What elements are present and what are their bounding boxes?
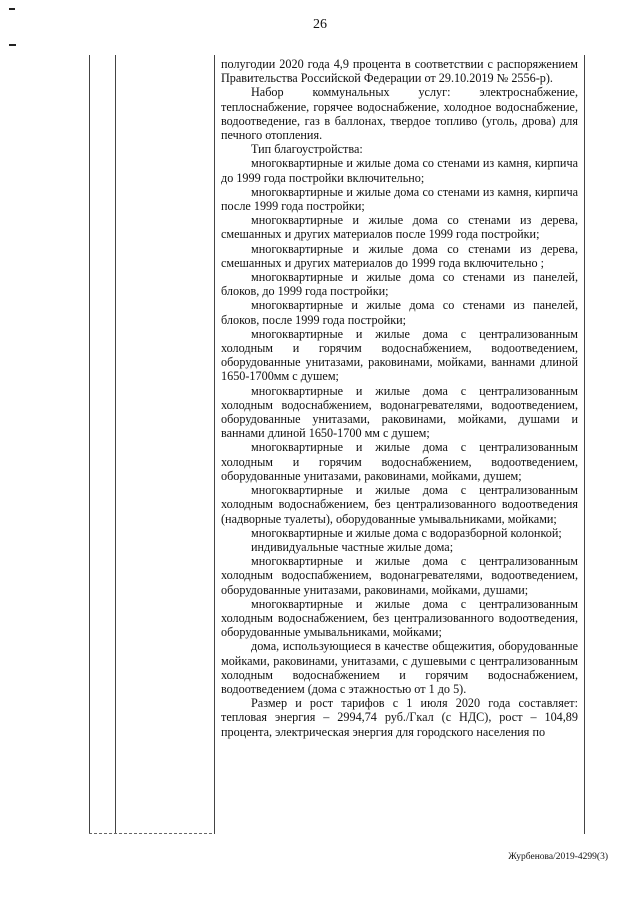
list-item: многоквартирные и жилые дома с централизованным холодным и горячим водоснабжением, водоотведением, оборудованные унитазами, раковинами, мойками, душем; — [221, 440, 578, 483]
paragraph: Тип благоустройства: — [251, 142, 363, 157]
table-border — [214, 55, 215, 834]
paragraph: полугодии 2020 года 4,9 процента в соответствии с распоряжением Правительства Российской Федерации от 29.10.2019 № 2556-р). — [221, 57, 578, 86]
table-border — [115, 55, 116, 834]
table-cell-text — [221, 57, 578, 739]
table-border — [89, 55, 90, 834]
list-item: многоквартирные и жилые дома с централизованным холодным и горячим водоснабжением, водоотведением, оборудованные унитазами, раковинами, мойками, ваннами длиной 1650-1700мм с душем; — [221, 326, 578, 384]
list-item: многоквартирные и жилые дома с централизованным холодным водоспабжением, водонагревателями, водоотведением, оборудованные унитазами, раковинами, мойками, душами; — [221, 554, 578, 597]
list-item: многоквартирные и жилые дома со стенами из дерева, смешанных и других материалов до 1999 года включительно ; — [221, 241, 578, 270]
list-item: многоквартирные и жилые дома с централизованным холодным водоснабжением, водонагревателями, водоотведением, оборудованные унитазами, раковинами, мойками, душами и ваннами длиной 1650-1700 мм с душем; — [221, 383, 578, 441]
list-item: индивидуальные частные жилые дома; — [251, 539, 454, 554]
list-item: многоквартирные и жилые дома с водоразборной колонкой; — [251, 525, 562, 540]
list-item: многоквартирные и жилые дома со стенами из панелей, блоков, после 1999 года постройки; — [221, 298, 578, 327]
paragraph: Набор коммунальных услуг: электроснабжение, теплоснабжение, горячее водоснабжение, холодное водоснабжение, водоотведение, газ в баллонах, твердое топливо (уголь, дрова) для печного отопления. — [221, 85, 578, 143]
page-number: 26 — [313, 17, 327, 32]
paragraph: Размер и рост тарифов с 1 июля 2020 года составляет: тепловая энергия – 2994,74 руб./Гкал (с НДС), рост – 104,89 процента, электрическая энергия для городского населения по — [221, 696, 578, 739]
list-item: многоквартирные и жилые дома с централизованным холодным водоснабжением, без централизованного водоотведения (надворные туалеты), оборудованные умывальниками, мойками; — [221, 483, 578, 526]
scan-mark — [9, 8, 15, 10]
table-border — [584, 55, 585, 834]
list-item: многоквартирные и жилые дома со стенами из камня, кирпича до 1999 года постройки включительно; — [221, 156, 578, 185]
list-item: многоквартирные и жилые дома со стенами из камня, кирпича после 1999 года постройки; — [221, 184, 578, 214]
table-border — [89, 833, 212, 835]
list-item: многоквартирные и жилые дома со стенами из дерева, смешанных и других материалов после 1999 года постройки; — [221, 213, 578, 242]
list-item: многоквартирные и жилые дома со стенами из панелей, блоков, до 1999 года постройки; — [221, 270, 578, 299]
list-item: многоквартирные и жилые дома с централизованным холодным водоснабжением, без централизованного водоотведения, оборудованные умывальниками, мойками; — [221, 596, 578, 640]
list-item: дома, использующиеся в качестве общежития, оборудованные мойками, раковинами, унитазами, с душевыми с централизованным холодным водоснабжением и горячим водоснабжением, водоотведением (дома с этажностью от 1 до 5). — [221, 639, 578, 696]
footer-code: Журбенова/2019-4299(3) — [508, 852, 608, 862]
scan-mark — [9, 44, 16, 46]
